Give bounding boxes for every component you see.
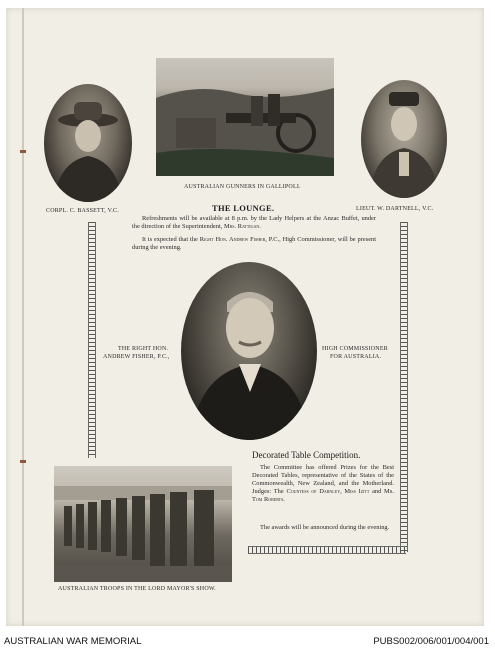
binding-fold [22, 8, 24, 626]
staple-mark [20, 150, 26, 153]
caption-troops: AUSTRALIAN TROOPS IN THE LORD MAYOR'S SHOW. [58, 586, 216, 592]
left-ornamental-border [88, 222, 96, 458]
caption-bassett: CORPL. C. BASSETT, V.C. [46, 208, 119, 214]
judge-roberts: Mr. Tom Roberts. [252, 488, 394, 503]
decorated-text: and [369, 488, 385, 495]
bottom-ornamental-border [248, 546, 406, 554]
caption-dartnell: LIEUT. W. DARTNELL, V.C. [356, 206, 434, 212]
gunners-photo [156, 58, 334, 176]
officer-figure [361, 80, 447, 198]
caption-fisher-left-2: ANDREW FISHER, P.C., [103, 354, 170, 360]
judges-names: Countess of Darnley, Miss Izitt [286, 488, 370, 495]
footer-source: AUSTRALIAN WAR MEMORIAL [4, 636, 142, 647]
caption-fisher-right-1: HIGH COMMISSIONER [322, 346, 388, 352]
caption-fisher-left-1: THE RIGHT HON. [118, 346, 169, 352]
troops-photo [54, 466, 232, 582]
artillery-scene [156, 58, 334, 176]
staple-mark [20, 460, 26, 463]
bassett-portrait [44, 84, 132, 202]
dartnell-portrait [361, 80, 447, 198]
superintendent-name: Mrs. Rattigan. [223, 223, 261, 230]
lounge-text: High Commissioner, will be present during the evening. [132, 236, 376, 251]
lounge-paragraph-2 [132, 236, 376, 252]
lounge-text: Refreshments will be available at 8 p.m. by the Lady Helpers at the Anzac Buffet, under the direction of the Superintendent, [132, 215, 376, 230]
decorated-text: The Committee has offered Prizes for the Best Decorated Tables, representative of the States of the Commonwealth, New Zealand, and the Motherland. Judges: The [252, 464, 394, 495]
fisher-name: Right Hon. Andrew Fisher, P.C., [199, 236, 281, 243]
caption-gunners: AUSTRALIAN GUNNERS IN GALLIPOLI. [184, 184, 301, 190]
statesman-figure [181, 262, 317, 440]
caption-fisher-right-2: FOR AUSTRALIA. [330, 354, 382, 360]
lounge-text: It is expected that the [142, 236, 200, 243]
lounge-title: THE LOUNGE. [212, 203, 275, 213]
marching-soldiers [54, 466, 232, 582]
decorated-paragraph-1 [252, 464, 394, 504]
footer-reference: PUBS002/006/001/004/001 [373, 636, 489, 647]
decorated-paragraph-2: The awards will be announced during the evening. [260, 524, 390, 531]
fisher-portrait [181, 262, 317, 440]
right-ornamental-border [400, 222, 408, 552]
lounge-paragraph-1 [132, 215, 376, 231]
decorated-title: Decorated Table Competition. [252, 450, 361, 460]
soldier-hat-figure [44, 84, 132, 202]
